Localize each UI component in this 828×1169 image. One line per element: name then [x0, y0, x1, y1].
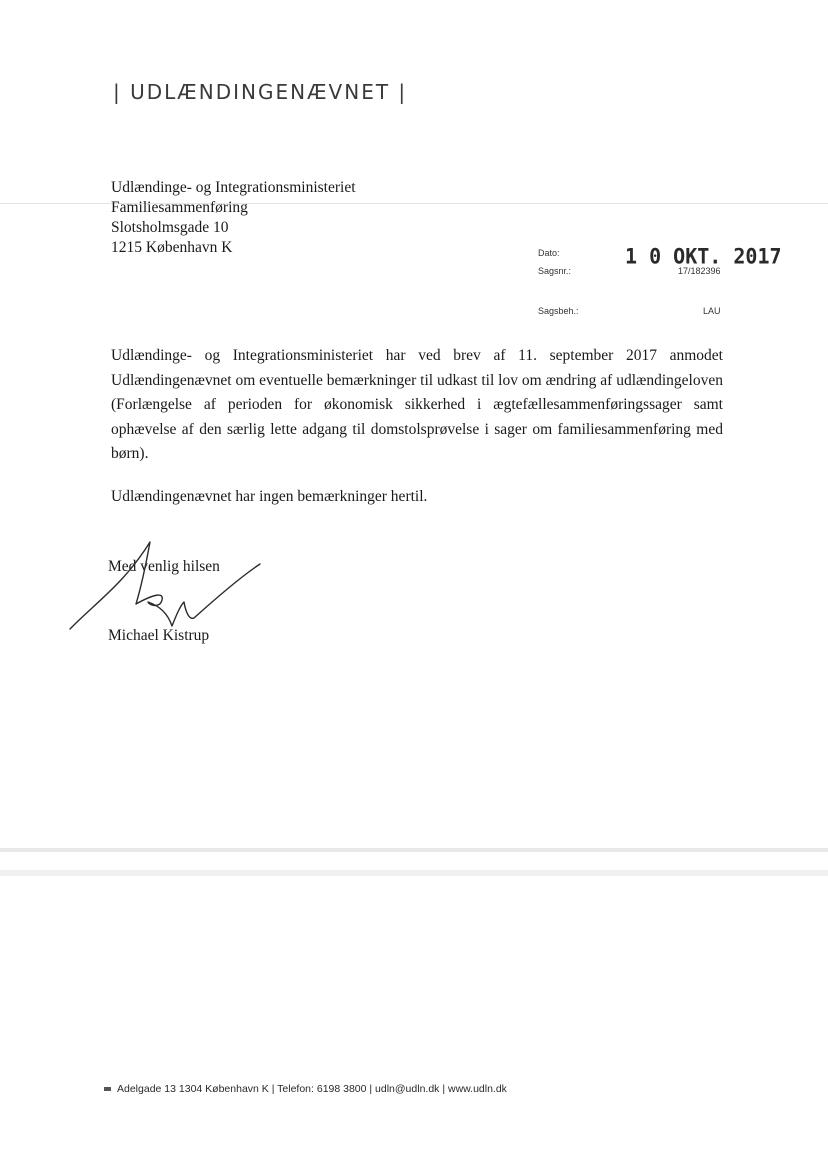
case-handler-value: LAU — [703, 306, 721, 316]
recipient-address — [111, 178, 356, 258]
date-label: Dato: — [538, 248, 560, 258]
body-paragraph: Udlændingenævnet har ingen bemærkninger hertil. — [111, 488, 428, 505]
recipient-line: Familiesammenføring — [111, 199, 248, 216]
closing-greeting: Med venlig hilsen — [108, 558, 220, 575]
case-number-value: 17/182396 — [678, 266, 721, 276]
case-number-label: Sagsnr.: — [538, 266, 572, 276]
signature-icon — [64, 534, 264, 639]
case-handler-label: Sagsbeh.: — [538, 306, 579, 316]
date-stamp: 1 0 OKT. 2017 — [625, 243, 782, 269]
signer-name: Michael Kistrup — [108, 627, 210, 644]
footer-bullet-icon — [104, 1087, 111, 1091]
recipient-line: Slotsholmsgade 10 — [111, 219, 229, 236]
recipient-line: Udlændinge- og Integrationsministeriet — [111, 179, 356, 196]
scan-artifact-band — [0, 870, 828, 876]
recipient-line: 1215 København K — [111, 239, 233, 256]
body-paragraph: Udlændinge- og Integrationsministeriet har ved brev af 11. september 2017 anmodet Udlændingenævnet om eventuelle bemærkninger til udkast til lov om ændring af udlændingeloven (Forlængelse af perioden for økonomisk sikkerhed i ægtefællesammenføringssager samt ophævelse af den særlig lette adgang til domstolsprøvelse i sager om familiesammenføring med børn). — [111, 347, 723, 462]
footer-contact — [104, 1083, 507, 1095]
footer-text: Adelgade 13 1304 København K | Telefon: 6198 3800 | udln@udln.dk | www.udln.dk — [117, 1083, 507, 1095]
letterhead-logo: | UDLÆNDINGENÆVNET | — [113, 80, 408, 104]
scan-artifact-band — [0, 848, 828, 852]
